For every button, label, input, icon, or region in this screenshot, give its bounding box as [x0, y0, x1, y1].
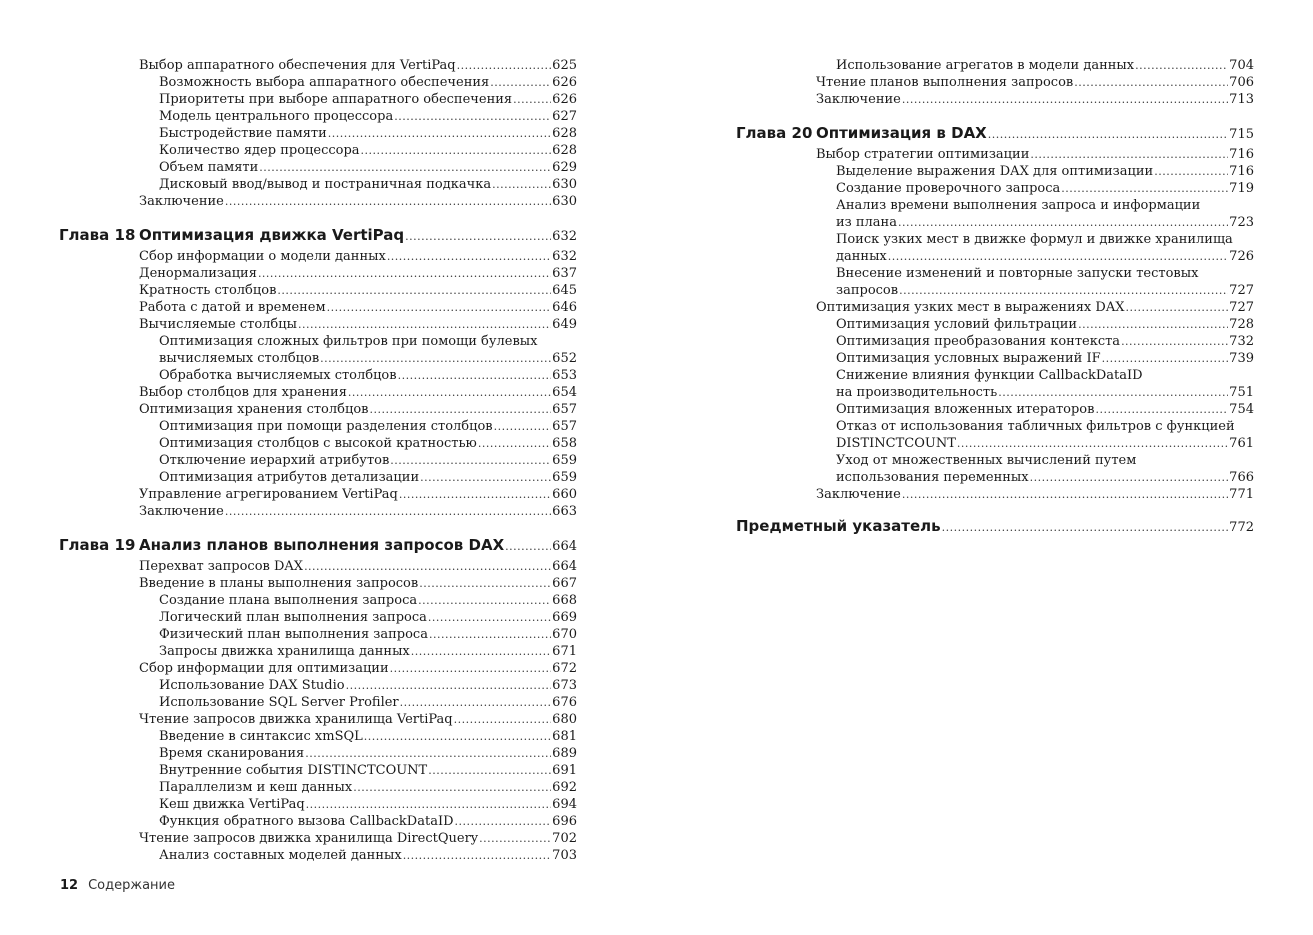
leader-dots [364, 728, 551, 745]
toc-entry[interactable]: Запросы движка хранилища данных ..... 671 [159, 643, 577, 660]
toc-entry[interactable]: Денормализация ..... 637 [139, 265, 577, 282]
toc-entry[interactable]: Отключение иерархий атрибутов ..... 659 [159, 452, 577, 469]
toc-entry[interactable]: запросов ..... 727 [836, 282, 1254, 299]
leader-dots [348, 384, 551, 401]
leader-dots [369, 401, 551, 418]
toc-entry[interactable]: Время сканирования ..... 689 [159, 745, 577, 762]
toc-entry[interactable]: Выбор стратегии оптимизации ..... 716 [816, 146, 1254, 163]
toc-entry[interactable]: Оптимизация хранения столбцов ..... 657 [139, 401, 577, 418]
leader-dots [1095, 401, 1228, 418]
leader-dots [505, 540, 551, 553]
leader-dots [398, 367, 552, 384]
toc-entry[interactable]: Оптимизация условных выражений IF ..... 739 [836, 350, 1254, 367]
leader-dots [490, 74, 551, 91]
leader-dots [454, 711, 552, 728]
leader-dots [411, 643, 551, 660]
leader-dots [513, 91, 551, 108]
leader-dots [328, 125, 551, 142]
leader-dots [390, 660, 552, 677]
toc-entry[interactable]: Возможность выбора аппаратного обеспечения ..... 626 [159, 74, 577, 91]
toc-entry[interactable]: Оптимизация узких мест в выражениях DAX ..... 727 [816, 299, 1254, 316]
leader-dots [988, 128, 1228, 141]
toc-entry[interactable]: Оптимизация условий фильтрации ..... 728 [836, 316, 1254, 333]
leader-dots [428, 762, 551, 779]
toc-entry[interactable]: Модель центрального процессора ..... 627 [159, 108, 577, 125]
leader-dots [1030, 146, 1228, 163]
toc-entry[interactable]: Оптимизация преобразования контекста ..... 732 [836, 333, 1254, 350]
toc-entry[interactable]: Заключение ..... 713 [816, 91, 1254, 108]
running-title: Содержание [88, 878, 175, 893]
toc-entry[interactable]: Использование DAX Studio ..... 673 [159, 677, 577, 694]
toc-entry[interactable]: Оптимизация атрибутов детализации ..... 659 [159, 469, 577, 486]
leader-dots [899, 282, 1228, 299]
toc-entry[interactable]: Заключение ..... 663 [139, 503, 577, 520]
toc-entry[interactable]: Оптимизация при помощи разделения столбцов ..... 657 [159, 418, 577, 435]
toc-entry[interactable]: Объем памяти ..... 629 [159, 159, 577, 176]
leader-dots [455, 813, 552, 830]
toc-entry[interactable]: Сбор информации о модели данных ..... 632 [139, 248, 577, 265]
toc-entry[interactable]: Дисковый ввод/вывод и постраничная подкачка ..... 630 [159, 176, 577, 193]
leader-dots [400, 694, 552, 711]
leader-dots [429, 626, 551, 643]
index-heading[interactable]: Предметный указатель ..... 772 [736, 517, 1254, 535]
toc-entry-line[interactable]: Анализ времени выполнения запроса и информации [836, 198, 1201, 213]
toc-entry[interactable]: Приоритеты при выборе аппаратного обеспечения ..... 626 [159, 91, 577, 108]
leader-dots [420, 469, 551, 486]
toc-entry[interactable]: из плана ..... 723 [836, 214, 1254, 231]
leader-dots [304, 558, 551, 575]
leader-dots [898, 214, 1228, 231]
toc-entry[interactable]: Перехват запросов DAX ..... 664 [139, 558, 577, 575]
chapter-heading[interactable]: Глава 18 Оптимизация движка VertiPaq ..... 632 [59, 226, 577, 244]
toc-entry[interactable]: DISTINCTCOUNT ..... 761 [836, 435, 1254, 452]
leader-dots [361, 142, 552, 159]
leader-dots [494, 418, 552, 435]
toc-entry-line[interactable]: Поиск узких мест в движке формул и движке хранилища [836, 232, 1233, 247]
leader-dots [394, 108, 551, 125]
leader-dots [387, 248, 551, 265]
chapter-heading[interactable]: Глава 20 Оптимизация в DAX ..... 715 [736, 124, 1254, 142]
toc-entry[interactable]: Внутренние события DISTINCTCOUNT ..... 691 [159, 762, 577, 779]
toc-entry[interactable]: Физический план выполнения запроса ..... 670 [159, 626, 577, 643]
leader-dots [1135, 57, 1228, 74]
toc-entry[interactable]: Сбор информации для оптимизации ..... 672 [139, 660, 577, 677]
leader-dots [957, 435, 1228, 452]
leader-dots [306, 796, 552, 813]
toc-entry[interactable]: Параллелизм и кеш данных ..... 692 [159, 779, 577, 796]
toc-entry-line[interactable]: Отказ от использования табличных фильтров с функцией [836, 419, 1235, 434]
leader-dots [225, 503, 551, 520]
leader-dots [1061, 180, 1228, 197]
leader-dots [298, 316, 551, 333]
leader-dots [479, 830, 551, 847]
leader-dots [888, 248, 1228, 265]
leader-dots [327, 299, 552, 316]
toc-entry[interactable]: Использование агрегатов в модели данных ..... 704 [836, 57, 1254, 74]
leader-dots [902, 486, 1228, 503]
toc-entry[interactable]: Использование SQL Server Profiler ..... 676 [159, 694, 577, 711]
toc-entry[interactable]: Количество ядер процессора ..... 628 [159, 142, 577, 159]
page-footer [60, 878, 175, 893]
leader-dots [428, 609, 551, 626]
leader-dots [305, 745, 551, 762]
toc-entry[interactable]: Чтение планов выполнения запросов ..... 706 [816, 74, 1254, 91]
toc-entry[interactable]: Управление агрегированием VertiPaq ..... 660 [139, 486, 577, 503]
toc-entry[interactable]: Логический план выполнения запроса ..... 669 [159, 609, 577, 626]
leader-dots [259, 159, 551, 176]
toc-entry[interactable]: Оптимизация вложенных итераторов ..... 754 [836, 401, 1254, 418]
toc-entry[interactable]: Чтение запросов движка хранилища VertiPaq ..... 680 [139, 711, 577, 728]
leader-dots [1121, 333, 1228, 350]
toc-entry[interactable]: Анализ составных моделей данных ..... 703 [159, 847, 577, 864]
leader-dots [457, 57, 552, 74]
toc-entry[interactable]: Обработка вычисляемых столбцов ..... 653 [159, 367, 577, 384]
toc-entry[interactable]: Вычисляемые столбцы ..... 649 [139, 316, 577, 333]
leader-dots [419, 575, 551, 592]
toc-entry[interactable]: данных ..... 726 [836, 248, 1254, 265]
leader-dots [1074, 74, 1228, 91]
leader-dots [353, 779, 551, 796]
leader-dots [998, 384, 1228, 401]
toc-entry[interactable]: использования переменных ..... 766 [836, 469, 1254, 486]
toc-entry[interactable]: Заключение ..... 771 [816, 486, 1254, 503]
toc-entry[interactable]: Введение в планы выполнения запросов ..... 667 [139, 575, 577, 592]
toc-entry[interactable]: Выбор столбцов для хранения ..... 654 [139, 384, 577, 401]
leader-dots [492, 176, 551, 193]
leader-dots [277, 282, 551, 299]
leader-dots [478, 435, 551, 452]
toc-entry[interactable]: вычисляемых столбцов ..... 652 [159, 350, 577, 367]
leader-dots [1078, 316, 1228, 333]
toc-entry[interactable]: Чтение запросов движка хранилища DirectQuery ..... 702 [139, 830, 577, 847]
leader-dots [942, 521, 1229, 534]
chapter-heading[interactable]: Глава 19 Анализ планов выполнения запросов DAX ..... 664 [59, 536, 577, 554]
leader-dots [390, 452, 551, 469]
toc-entry-line[interactable]: Уход от множественных вычислений путем [836, 453, 1137, 468]
leader-dots [346, 677, 552, 694]
leader-dots [902, 91, 1228, 108]
leader-dots [1102, 350, 1229, 367]
leader-dots [403, 847, 551, 864]
toc-entry[interactable]: Выделение выражения DAX для оптимизации ..... 716 [836, 163, 1254, 180]
leader-dots [320, 350, 551, 367]
toc-entry[interactable]: Кратность столбцов ..... 645 [139, 282, 577, 299]
toc-entry[interactable]: Создание плана выполнения запроса ..... 668 [159, 592, 577, 609]
toc-entry-line[interactable]: Внесение изменений и повторные запуски тестовых [836, 266, 1199, 281]
leader-dots [405, 230, 551, 243]
page-number: 12 [60, 878, 79, 893]
leader-dots [225, 193, 551, 210]
toc-entry[interactable]: на производительность ..... 751 [836, 384, 1254, 401]
leader-dots [258, 265, 551, 282]
toc-entry[interactable]: Выбор аппаратного обеспечения для VertiPaq ..... 625 [139, 57, 577, 74]
toc-entry[interactable]: Кеш движка VertiPaq ..... 694 [159, 796, 577, 813]
toc-entry-line[interactable]: Оптимизация сложных фильтров при помощи булевых [159, 334, 538, 349]
leader-dots [1030, 469, 1229, 486]
toc-entry[interactable]: Создание проверочного запроса ..... 719 [836, 180, 1254, 197]
toc-entry[interactable]: Функция обратного вызова CallbackDataID ..... 696 [159, 813, 577, 830]
toc-entry[interactable]: Введение в синтаксис xmSQL ..... 681 [159, 728, 577, 745]
toc-entry[interactable]: Быстродействие памяти ..... 628 [159, 125, 577, 142]
toc-entry-line[interactable]: Снижение влияния функции CallbackDataID [836, 368, 1143, 383]
toc-entry[interactable]: Оптимизация столбцов с высокой кратностью ..... 658 [159, 435, 577, 452]
leader-dots [418, 592, 551, 609]
leader-dots [1125, 299, 1228, 316]
leader-dots [1154, 163, 1228, 180]
toc-entry[interactable]: Работа с датой и временем ..... 646 [139, 299, 577, 316]
leader-dots [399, 486, 551, 503]
toc-entry[interactable]: Заключение ..... 630 [139, 193, 577, 210]
